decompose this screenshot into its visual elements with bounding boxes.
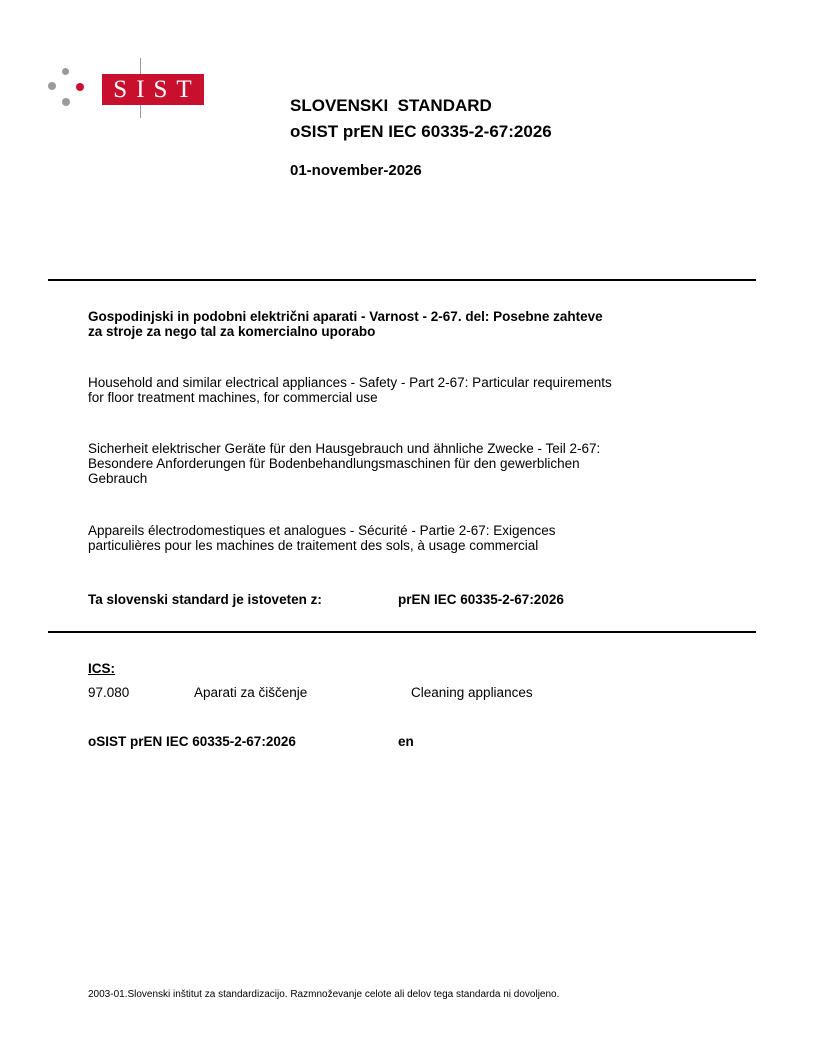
title-french-line-2: particulières pour les machines de traitement des sols, à usage commercial [88, 538, 539, 553]
title-german [88, 441, 728, 486]
title-english-line-1: Household and similar electrical appliances - Safety - Part 2-67: Particular requirements [88, 375, 612, 390]
bottom-divider [48, 631, 756, 633]
ics-heading: ICS: [88, 661, 115, 676]
logo-wordmark: SIST [102, 74, 204, 105]
title-slovenian-line-1: Gospodinjski in podobni električni aparati - Varnost - 2-67. del: Posebne zahteve [88, 309, 603, 324]
title-slovenian-line-2: za stroje za nego tal za komercialno uporabo [88, 324, 376, 339]
title-french [88, 523, 728, 553]
title-german-line-1: Sicherheit elektrischer Geräte für den Hausgebrauch und ähnliche Zwecke - Teil 2-67: [88, 441, 601, 456]
title-english-line-2: for floor treatment machines, for commercial use [88, 390, 378, 405]
logo-dot-top [62, 68, 69, 75]
title-french-line-1: Appareils électrodomestiques et analogues - Sécurité - Partie 2-67: Exigences [88, 523, 556, 538]
identical-label: Ta slovenski standard je istoveten z: [88, 592, 322, 607]
identical-value: prEN IEC 60335-2-67:2026 [398, 592, 564, 607]
logo-dot-bottom [62, 98, 70, 106]
top-divider [48, 279, 756, 281]
logo-dot-red [76, 83, 84, 91]
ics-code: 97.080 [88, 685, 130, 700]
title-german-line-2: Besondere Anforderungen für Bodenbehandlungsmaschinen für den gewerblichen [88, 456, 580, 471]
logo-dot-left [48, 82, 56, 90]
title-english [88, 375, 728, 405]
designation-code: oSIST prEN IEC 60335-2-67:2026 [88, 734, 296, 749]
standard-type-title: SLOVENSKI STANDARD [290, 96, 492, 115]
standard-code: oSIST prEN IEC 60335-2-67:2026 [290, 122, 552, 141]
ics-description-english: Cleaning appliances [411, 685, 533, 700]
designation-language: en [398, 734, 414, 749]
ics-description-slovenian: Aparati za čiščenje [194, 685, 308, 700]
publication-date: 01-november-2026 [290, 162, 422, 179]
copyright-footer: 2003-01.Slovenski inštitut za standardizacijo. Razmnoževanje celote ali delov tega standarda ni dovoljeno. [88, 989, 560, 1000]
title-german-line-3: Gebrauch [88, 471, 148, 486]
title-slovenian [88, 309, 728, 339]
